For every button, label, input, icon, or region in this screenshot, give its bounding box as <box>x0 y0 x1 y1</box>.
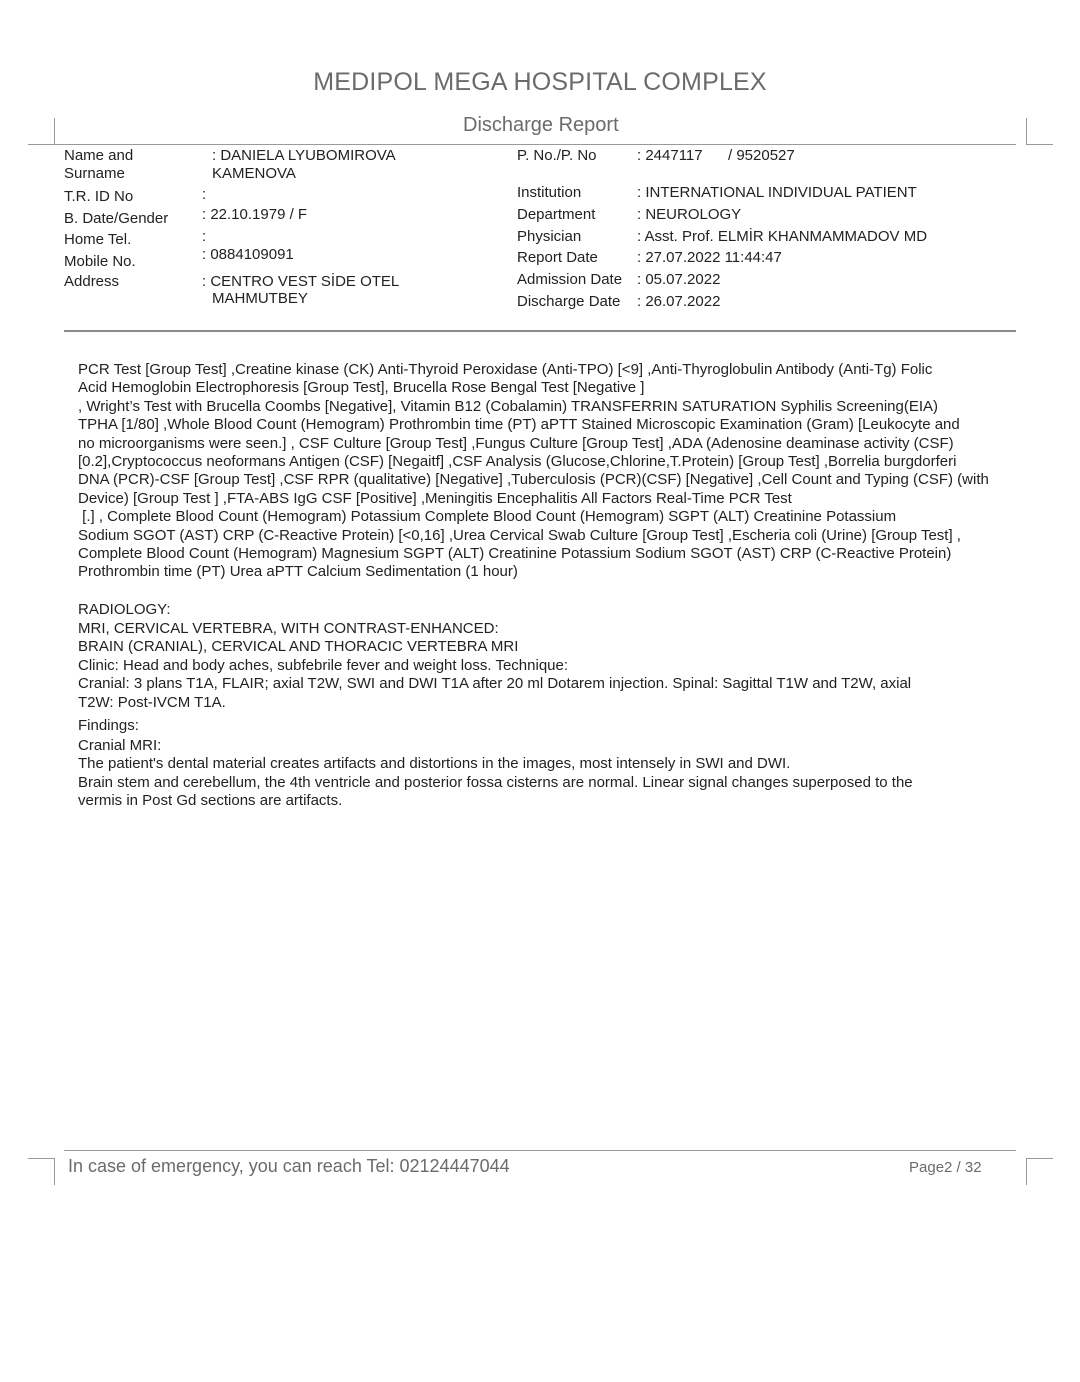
test-line: [0.2],Cryptococcus neoformans Antigen (CSF) [Negaitf] ,CSF Analysis (Glucose,Chlorine,T.Protein) [Group Test] ,Borrelia burgdorferi <box>78 453 957 470</box>
corner-bracket-top-left <box>28 118 55 145</box>
trid-value: : <box>202 186 207 203</box>
radiology-heading: RADIOLOGY: <box>78 601 171 618</box>
test-line: Device) [Group Test ] ,FTA-ABS IgG CSF [Positive] ,Meningitis Encephalitis All Factors Real-Time PCR Test <box>78 489 792 507</box>
mobile-label: Mobile No. <box>64 253 136 270</box>
address-value-2: MAHMUTBEY <box>212 290 308 307</box>
corner-bracket-top-right <box>1026 118 1053 145</box>
admission-date-label: Admission Date <box>517 271 623 288</box>
report-date-label: Report Date <box>517 249 598 266</box>
findings-label: Findings: <box>78 717 139 734</box>
corner-bracket-bottom-right <box>1026 1158 1053 1185</box>
bdate-label: B. Date/Gender <box>64 210 169 227</box>
info-separator <box>64 330 1016 332</box>
test-line: [.] , Complete Blood Count (Hemogram) Potassium Complete Blood Count (Hemogram) SGPT (ALT) Creatinine Potassium <box>78 508 897 526</box>
name-label-2: Surname <box>64 165 125 182</box>
pno-value-2: / 9520527 <box>728 147 795 164</box>
test-line: Acid Hemoglobin Electrophoresis [Group Test], Brucella Rose Bengal Test [Negative ] <box>78 379 645 397</box>
test-line: TPHA [1/80] ,Whole Blood Count (Hemogram) Prothrombin time (PT) aPTT Stained Microscopic Examination (Gram) [Leukocyte and <box>78 416 960 434</box>
physician-label: Physician <box>517 228 582 245</box>
findings-line: vermis in Post Gd sections are artifacts. <box>78 792 343 810</box>
test-line: PCR Test [Group Test] ,Creatine kinase (CK) Anti-Thyroid Peroxidase (Anti-TPO) [<9] ,Anti-Thyroglobulin Antibody (Anti-Tg) Folic <box>78 361 933 378</box>
radiology-line: BRAIN (CRANIAL), CERVICAL AND THORACIC VERTEBRA MRI <box>78 638 519 656</box>
test-line: Prothrombin time (PT) Urea aPTT Calcium Sedimentation (1 hour) <box>78 563 518 581</box>
physician-value: : Asst. Prof. ELMİR KHANMAMMADOV MD <box>637 228 928 245</box>
findings-line: The patient's dental material creates artifacts and distortions in the images, most intensely in SWI and DWI. <box>78 755 791 773</box>
pno-label: P. No./P. No <box>517 147 597 164</box>
header-rule <box>54 144 1016 145</box>
name-value-1: : DANIELA LYUBOMIROVA <box>212 147 396 164</box>
test-line: DNA (PCR)-CSF [Group Test] ,CSF RPR (qualitative) [Negative] ,Tuberculosis (PCR)(CSF) [Negative] ,Cell Count and Typing (CSF) (with <box>78 471 989 489</box>
home-tel-label: Home Tel. <box>64 231 132 248</box>
address-value-1: : CENTRO VEST SİDE OTEL <box>202 273 400 290</box>
page-number: Page2 / 32 <box>909 1159 982 1176</box>
test-line: Complete Blood Count (Hemogram) Magnesium SGPT (ALT) Creatinine Potassium Sodium SGOT (AST) CRP (C-Reactive Protein) <box>78 545 952 562</box>
mobile-value: : 0884109091 <box>202 246 294 263</box>
test-line: , Wright’s Test with Brucella Coombs [Negative], Vitamin B12 (Cobalamin) TRANSFERRIN SATURATION Syphilis Screening(EIA) <box>78 397 939 415</box>
findings-line: Brain stem and cerebellum, the 4th ventricle and posterior fossa cisterns are normal. Linear signal changes superposed to the <box>78 773 913 791</box>
admission-date-value: : 05.07.2022 <box>637 271 721 288</box>
corner-bracket-bottom-left <box>28 1158 55 1185</box>
report-date-value: : 27.07.2022 11:44:47 <box>637 249 782 266</box>
department-label: Department <box>517 206 596 223</box>
test-line: Sodium SGOT (AST) CRP (C-Reactive Protein) [<0,16] ,Urea Cervical Swab Culture [Group Test] ,Escheria coli (Urine) [Group Test] , <box>78 526 961 544</box>
test-line: no microorganisms were seen.] , CSF Culture [Group Test] ,Fungus Culture [Group Test] ,ADA (Adenosine deaminase activity (CSF) <box>78 434 954 452</box>
home-tel-value: : <box>202 228 207 245</box>
trid-label: T.R. ID No <box>64 188 134 205</box>
discharge-date-value: : 26.07.2022 <box>637 293 721 310</box>
pno-value: : 2447117 <box>637 147 703 164</box>
findings-line: Cranial MRI: <box>78 737 162 754</box>
discharge-date-label: Discharge Date <box>517 293 621 310</box>
report-title: Discharge Report <box>463 114 619 136</box>
name-value-2: KAMENOVA <box>212 165 296 182</box>
radiology-line: Clinic: Head and body aches, subfebrile fever and weight loss. Technique: <box>78 656 569 674</box>
institution-value: : INTERNATIONAL INDIVIDUAL PATIENT <box>637 184 917 201</box>
name-label-1: Name and <box>64 147 134 164</box>
bdate-value: : 22.10.1979 / F <box>202 206 308 223</box>
radiology-line: Cranial: 3 plans T1A, FLAIR; axial T2W, SWI and DWI T1A after 20 ml Dotarem injection. Spinal: Sagittal T1W and T2W, axial <box>78 675 912 693</box>
department-value: : NEUROLOGY <box>637 206 742 223</box>
footer-rule <box>64 1150 1016 1151</box>
hospital-title: MEDIPOL MEGA HOSPITAL COMPLEX <box>313 68 767 96</box>
address-label: Address <box>64 273 120 290</box>
emergency-contact: In case of emergency, you can reach Tel: 02124447044 <box>68 1156 510 1176</box>
radiology-line: MRI, CERVICAL VERTEBRA, WITH CONTRAST-ENHANCED: <box>78 620 499 637</box>
institution-label: Institution <box>517 184 582 201</box>
radiology-line: T2W: Post-IVCM T1A. <box>78 693 226 711</box>
